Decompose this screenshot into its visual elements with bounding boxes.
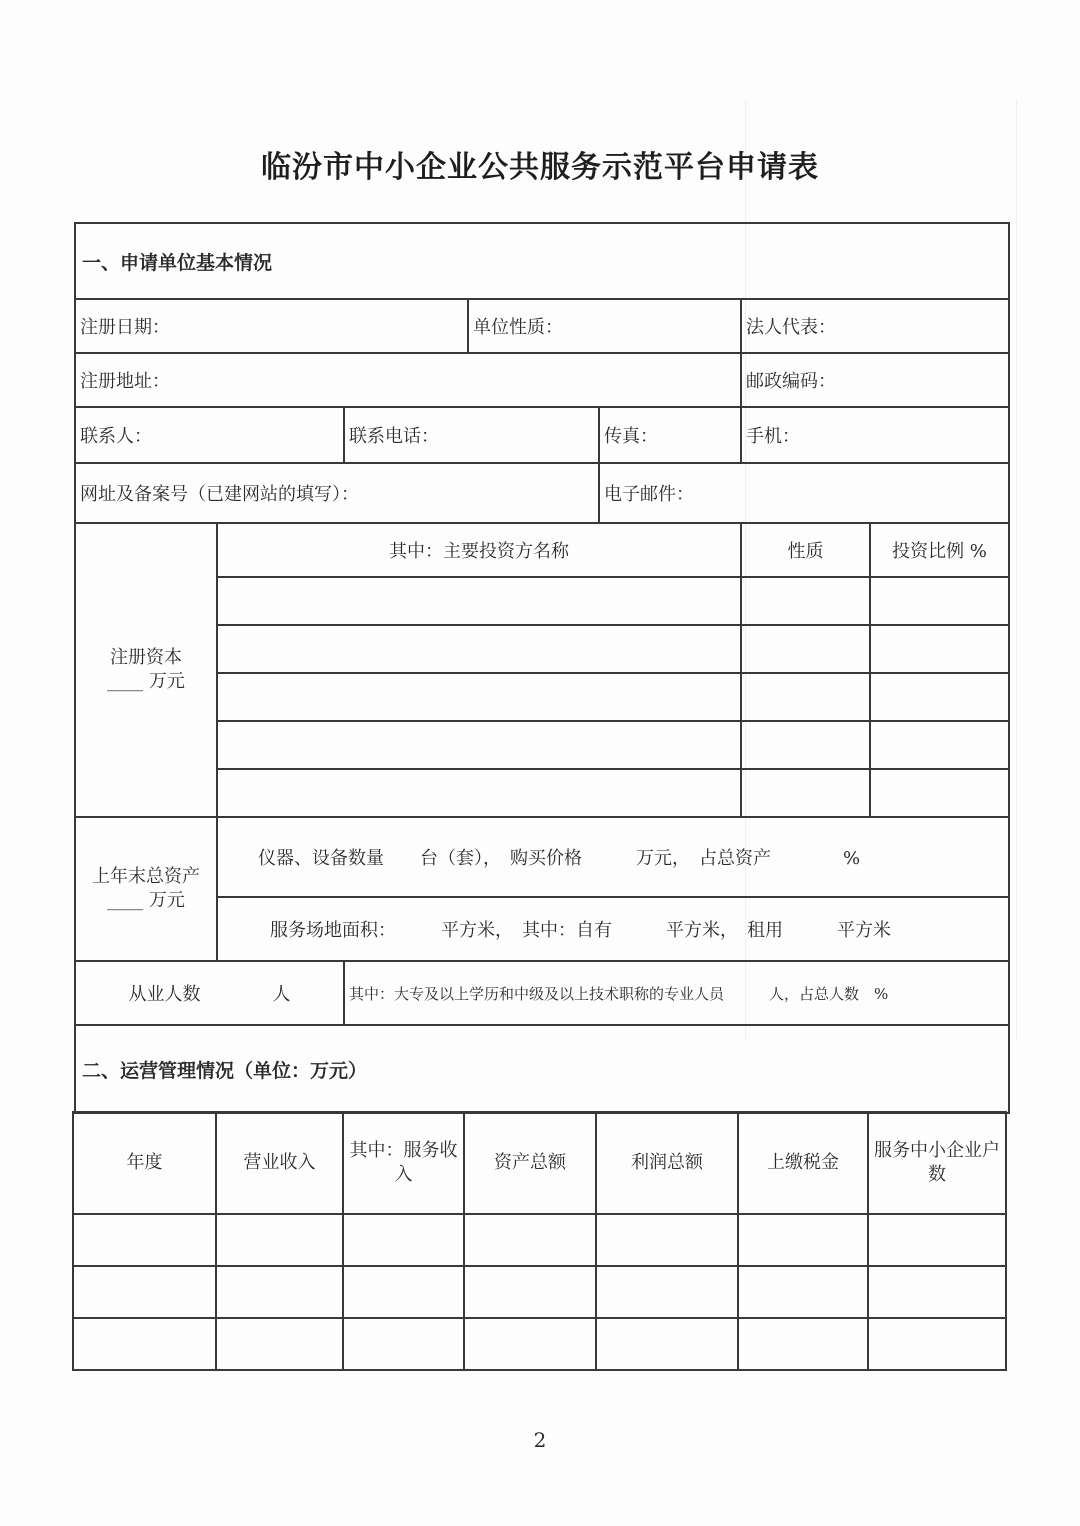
total-assets-unit[interactable]: ____ 万元 (107, 890, 185, 911)
table-cell[interactable] (73, 1266, 216, 1318)
investor-ratio-cell[interactable] (870, 673, 1009, 721)
table-cell[interactable] (343, 1214, 464, 1266)
employees-field[interactable]: 从业人数 人 (75, 961, 344, 1025)
table-cell[interactable] (216, 1214, 343, 1266)
investor-nature-cell[interactable] (741, 577, 870, 625)
legal-rep-field[interactable]: 法人代表： (741, 299, 1009, 353)
investor-name-cell[interactable] (217, 577, 741, 625)
col-total-assets: 资产总额 (464, 1112, 596, 1214)
table-cell[interactable] (464, 1214, 596, 1266)
table-cell[interactable] (738, 1214, 868, 1266)
investor-ratio-cell[interactable] (870, 721, 1009, 769)
investor-ratio-cell[interactable] (870, 625, 1009, 673)
table-row (73, 1214, 1006, 1266)
table-cell[interactable] (73, 1214, 216, 1266)
col-total-profit: 利润总额 (596, 1112, 738, 1214)
form-title: 临汾市中小企业公共服务示范平台申请表 (261, 150, 819, 185)
reg-date-field[interactable]: 注册日期： (75, 299, 468, 353)
table-cell[interactable] (343, 1266, 464, 1318)
investor-nature-cell[interactable] (741, 625, 870, 673)
reg-capital-unit[interactable]: ____ 万元 (107, 671, 185, 692)
mobile-field[interactable]: 手机： (741, 407, 1009, 463)
table-cell[interactable] (216, 1266, 343, 1318)
unit-nature-field[interactable]: 单位性质： (468, 299, 741, 353)
section2-heading: 二、运营管理情况（单位：万元） (75, 1025, 1009, 1113)
investor-nature-header: 性质 (741, 523, 870, 577)
reg-capital-label (75, 523, 217, 817)
table-cell[interactable] (216, 1318, 343, 1370)
col-sme-served: 服务中小企业户数 (868, 1112, 1006, 1214)
table-cell[interactable] (738, 1318, 868, 1370)
reg-capital-text: 注册资本 (110, 647, 182, 668)
table-cell[interactable] (868, 1318, 1006, 1370)
table-cell[interactable] (343, 1318, 464, 1370)
table-cell[interactable] (464, 1318, 596, 1370)
total-assets-label (75, 817, 217, 961)
total-assets-text: 上年末总资产 (92, 866, 200, 887)
investor-name-cell[interactable] (217, 769, 741, 817)
fax-field[interactable]: 传真： (599, 407, 741, 463)
investor-name-cell[interactable] (217, 673, 741, 721)
table-cell[interactable] (738, 1266, 868, 1318)
section1-heading: 一、申请单位基本情况 (75, 223, 1009, 299)
investor-name-header: 其中：主要投资方名称 (217, 523, 741, 577)
investor-name-cell[interactable] (217, 721, 741, 769)
table-cell[interactable] (596, 1318, 738, 1370)
operations-table (72, 1111, 1007, 1371)
investor-ratio-header: 投资比例 % (870, 523, 1009, 577)
contact-field[interactable]: 联系人： (75, 407, 344, 463)
table-row (73, 1318, 1006, 1370)
table-cell[interactable] (868, 1266, 1006, 1318)
investor-name-cell[interactable] (217, 625, 741, 673)
col-service-revenue: 其中：服务收入 (343, 1112, 464, 1214)
page-number: 2 (533, 1428, 547, 1452)
investor-nature-cell[interactable] (741, 673, 870, 721)
reg-address-field[interactable]: 注册地址： (75, 353, 741, 407)
table-cell[interactable] (868, 1214, 1006, 1266)
investor-nature-cell[interactable] (741, 721, 870, 769)
investor-ratio-cell[interactable] (870, 577, 1009, 625)
table-cell[interactable] (596, 1214, 738, 1266)
col-year: 年度 (73, 1112, 216, 1214)
venue-row[interactable]: 服务场地面积： 平方米， 其中：自有 平方米， 租用 平方米 (217, 897, 1009, 961)
basic-info-table (74, 222, 1010, 1114)
website-field[interactable]: 网址及备案号（已建网站的填写）： (75, 463, 599, 523)
table-row (73, 1266, 1006, 1318)
professional-staff-field[interactable]: 其中：大专及以上学历和中级及以上技术职称的专业人员 人，占总人数 % (344, 961, 1009, 1025)
table-cell[interactable] (73, 1318, 216, 1370)
col-revenue: 营业收入 (216, 1112, 343, 1214)
investor-nature-cell[interactable] (741, 769, 870, 817)
table-cell[interactable] (596, 1266, 738, 1318)
investor-ratio-cell[interactable] (870, 769, 1009, 817)
postcode-field[interactable]: 邮政编码： (741, 353, 1009, 407)
table-cell[interactable] (464, 1266, 596, 1318)
equipment-row[interactable]: 仪器、设备数量 台（套）， 购买价格 万元， 占总资产 % (217, 817, 1009, 897)
email-field[interactable]: 电子邮件： (599, 463, 1009, 523)
col-taxes-paid: 上缴税金 (738, 1112, 868, 1214)
phone-field[interactable]: 联系电话： (344, 407, 599, 463)
